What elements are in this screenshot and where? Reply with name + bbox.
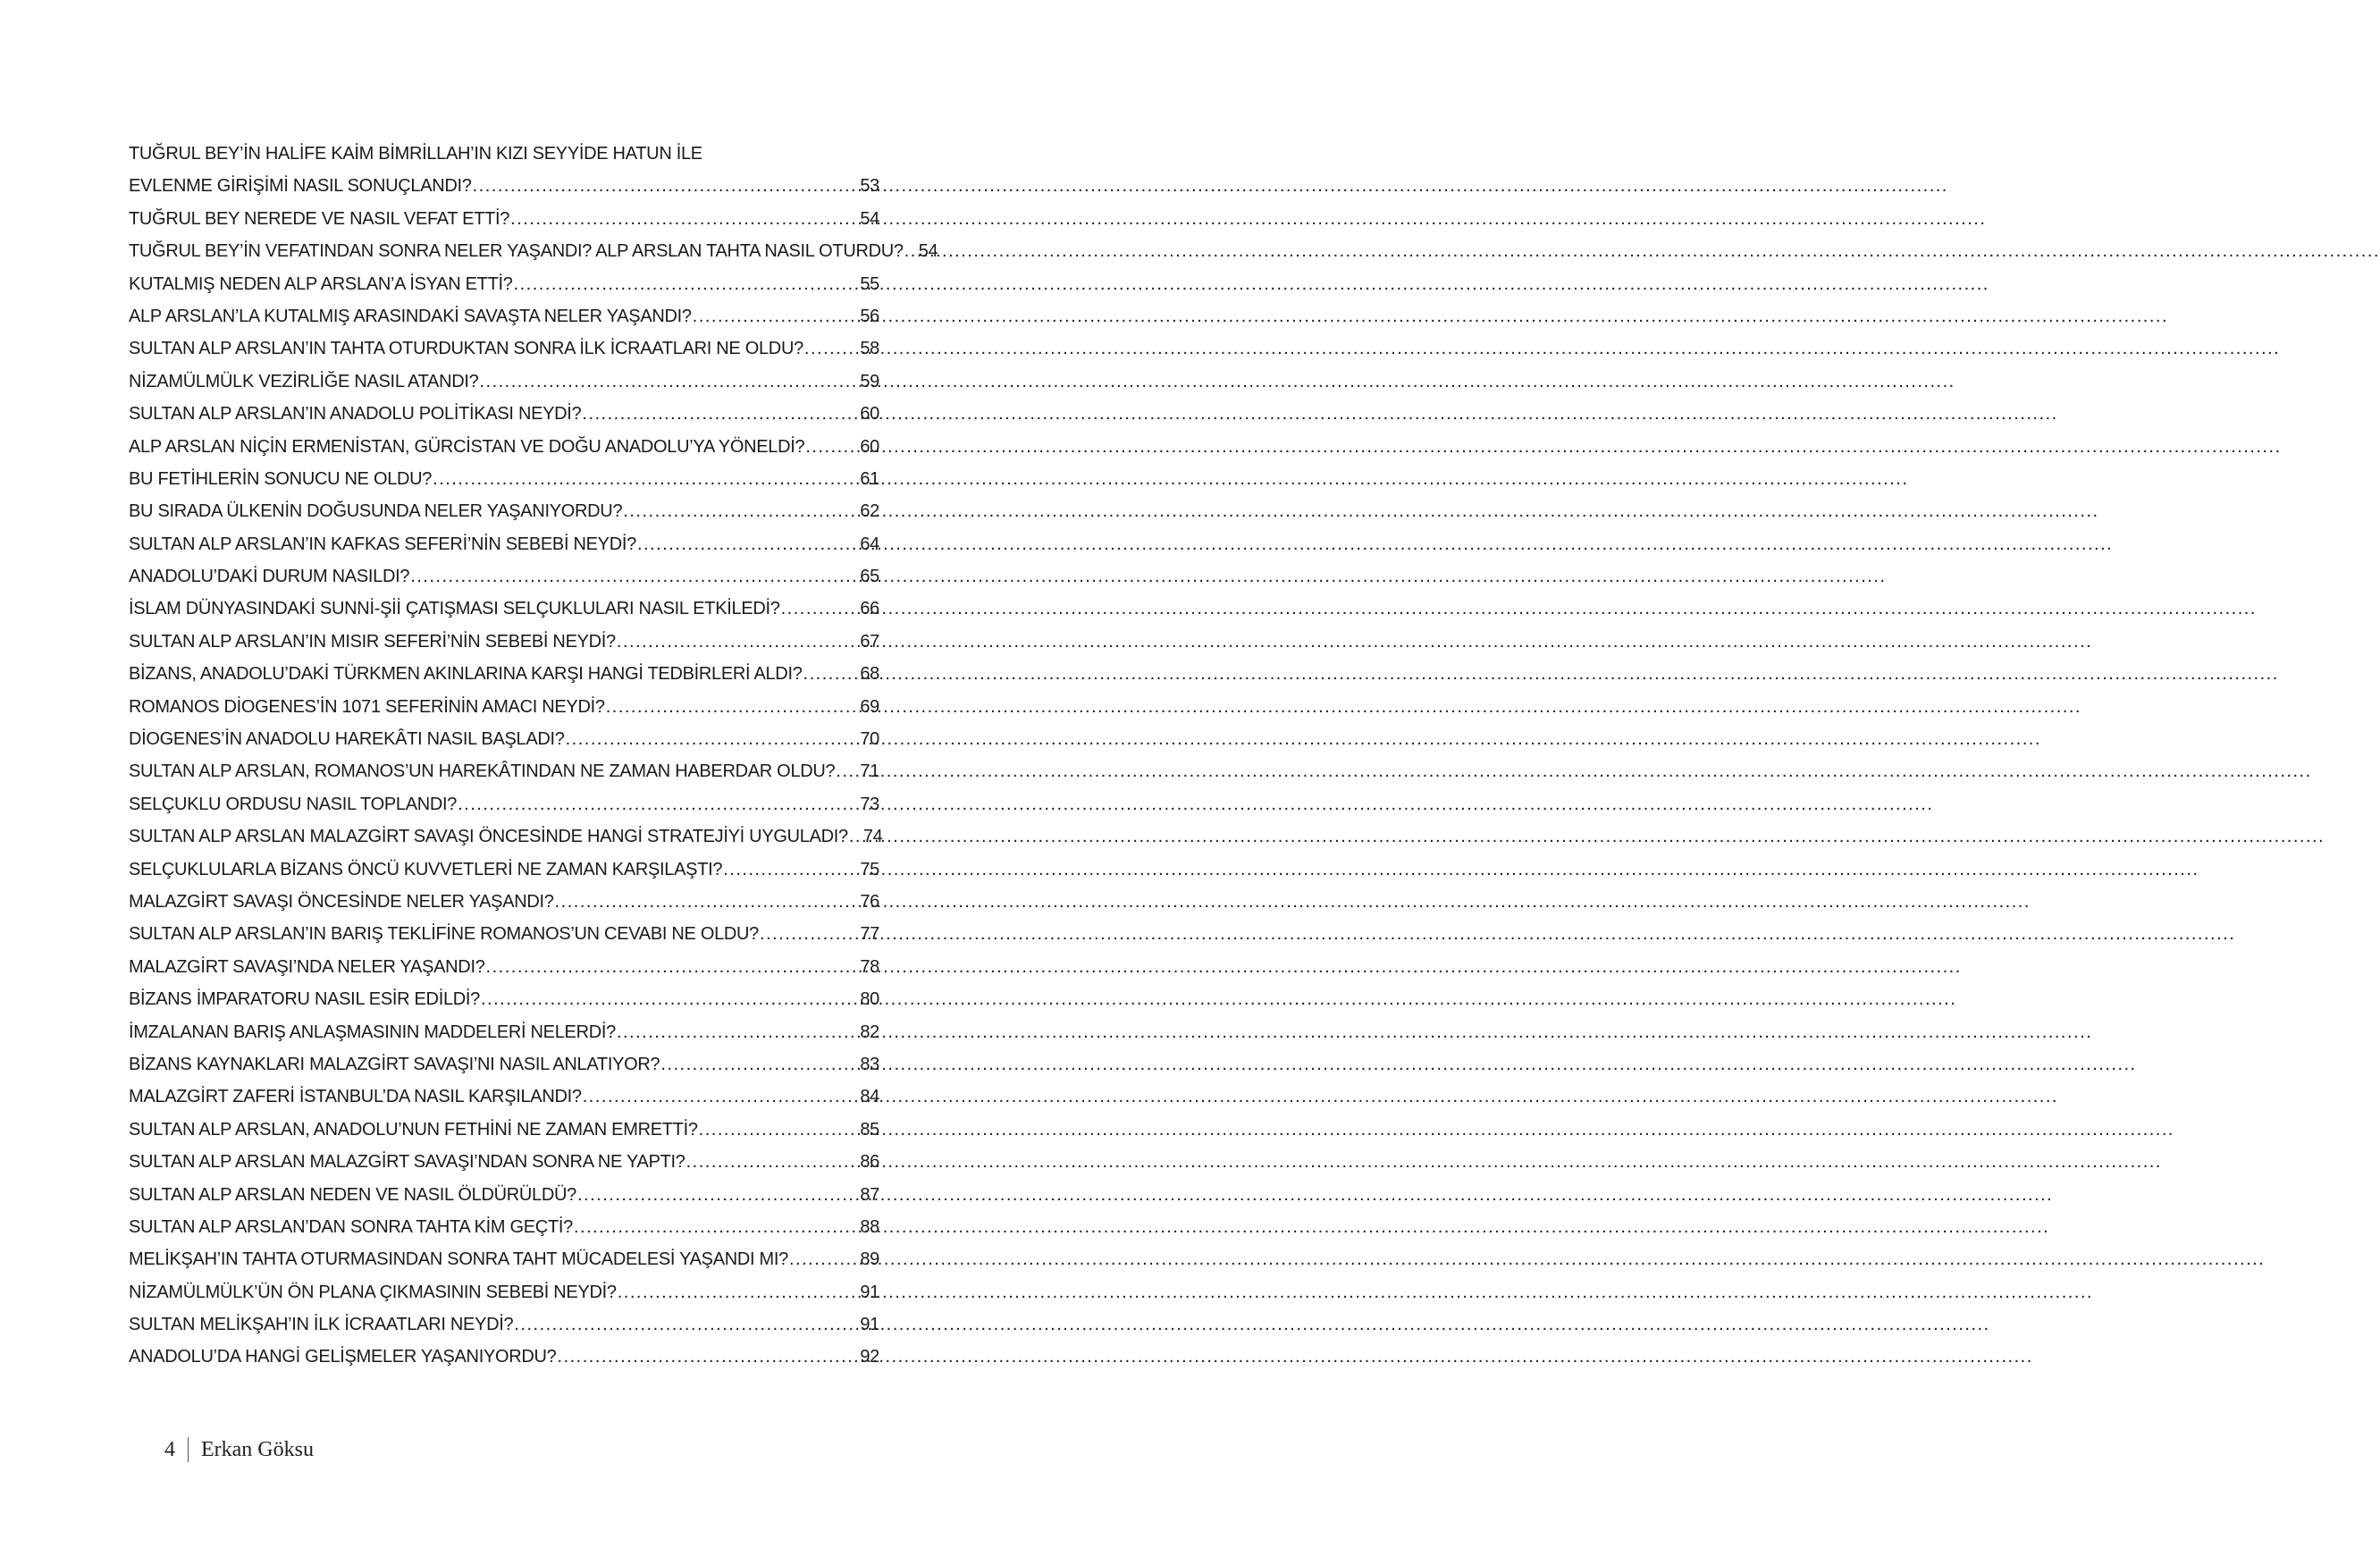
toc-entry	[129, 1243, 879, 1275]
toc-leader-dots	[660, 1048, 854, 1081]
toc-entry	[129, 691, 879, 723]
toc-entry	[129, 820, 883, 853]
toc-entry-page: 91	[860, 1315, 879, 1335]
toc-entry-page: 59	[860, 371, 879, 391]
toc-leader-dots	[623, 495, 854, 527]
toc-leader-dots	[582, 398, 854, 430]
toc-leader-dots	[723, 854, 854, 886]
toc-entry-page: 88	[860, 1216, 879, 1237]
toc-entry-title: BİZANS İMPARATORU NASIL ESİR EDİLDİ?	[129, 989, 480, 1010]
toc-entry	[129, 755, 879, 787]
toc-entry-page: 60	[860, 436, 879, 457]
toc-entry-title: SULTAN ALP ARSLAN NEDEN VE NASIL ÖLDÜRÜLDÜ?	[129, 1184, 576, 1205]
toc-entry-title: EVLENME GİRİŞİMİ NASIL SONUÇLANDI?	[129, 176, 472, 197]
toc-entry	[129, 788, 879, 820]
toc-entry-page: 84	[860, 1087, 879, 1107]
toc-entry-page: 71	[860, 761, 879, 782]
toc-entry	[129, 593, 879, 625]
toc-leader-dots	[849, 820, 858, 853]
toc-leader-dots	[583, 1081, 855, 1113]
toc-entry-title: SULTAN ALP ARSLAN’DAN SONRA TAHTA KİM GEÇTİ?	[129, 1216, 573, 1237]
toc-entry-title: MALAZGİRT ZAFERİ İSTANBUL’DA NASIL KARŞILANDI?	[129, 1087, 582, 1107]
toc-leader-dots	[514, 268, 855, 300]
toc-entry-page: 58	[860, 339, 879, 359]
toc-leader-dots	[514, 1308, 854, 1341]
toc-leader-dots	[481, 983, 854, 1015]
toc-entry-page: 65	[860, 567, 879, 587]
toc-entry-title: SULTAN ALP ARSLAN’IN ANADOLU POLİTİKASI NEYDİ?	[129, 404, 582, 425]
toc-entry-page: 76	[860, 891, 879, 912]
table-of-contents	[129, 138, 938, 1374]
toc-leader-dots	[781, 593, 855, 625]
toc-entry	[129, 1179, 879, 1211]
toc-leader-dots	[566, 723, 855, 755]
toc-entry-page: 54	[918, 241, 938, 262]
toc-leader-dots	[577, 1179, 854, 1211]
toc-entry-page: 87	[860, 1184, 879, 1205]
toc-entry-title: SELÇUKLULARLA BİZANS ÖNCÜ KUVVETLERİ NE ZAMAN KARŞILAŞTI?	[129, 859, 723, 879]
toc-leader-dots	[693, 300, 855, 332]
toc-entry-page: 83	[860, 1054, 879, 1074]
toc-entry	[129, 366, 879, 398]
toc-entry	[129, 332, 879, 365]
toc-entry-page: 62	[860, 501, 879, 522]
toc-leader-dots	[789, 1243, 854, 1275]
toc-entry-page: 69	[860, 696, 879, 717]
toc-entry-title: İSLAM DÜNYASINDAKİ SUNNİ-Şİİ ÇATIŞMASI SELÇUKLULARI NASIL ETKİLEDİ?	[129, 599, 780, 619]
toc-entry-title: NİZAMÜLMÜLK VEZİRLİĞE NASIL ATANDI?	[129, 371, 479, 391]
toc-entry	[129, 1146, 879, 1178]
toc-entry	[129, 1308, 879, 1341]
toc-entry	[129, 626, 879, 658]
toc-entry-page: 74	[862, 827, 883, 847]
toc-entry	[129, 951, 879, 983]
toc-entry-title: ANADOLU’DAKİ DURUM NASILDI?	[129, 567, 410, 587]
toc-leader-dots	[486, 951, 855, 983]
footer-divider	[188, 1437, 189, 1462]
footer-page-number: 4	[164, 1437, 175, 1461]
toc-entry-title: DİOGENES’İN ANADOLU HAREKÂTI NASIL BAŞLADI?	[129, 729, 565, 750]
toc-entry	[129, 983, 879, 1015]
toc-leader-dots	[637, 528, 854, 560]
toc-leader-dots	[574, 1211, 854, 1243]
toc-leader-dots	[760, 918, 854, 950]
toc-leader-dots	[804, 332, 854, 365]
toc-entry-title: ANADOLU’DA HANGİ GELİŞMELER YAŞANIYORDU?	[129, 1347, 557, 1367]
toc-entry-title: SULTAN ALP ARSLAN, ROMANOS’UN HAREKÂTINDAN NE ZAMAN HABERDAR OLDU?	[129, 761, 836, 782]
toc-leader-dots	[606, 691, 855, 723]
toc-entry-title: NİZAMÜLMÜLK’ÜN ÖN PLANA ÇIKMASININ SEBEBİ NEYDİ?	[129, 1282, 617, 1302]
toc-entry-page: 55	[860, 273, 879, 294]
toc-entry-title: SULTAN ALP ARSLAN’IN TAHTA OTURDUKTAN SONRA İLK İCRAATLARI NE OLDU?	[129, 339, 803, 359]
toc-entry-page: 91	[860, 1282, 879, 1302]
toc-leader-dots	[473, 170, 855, 202]
toc-entry-title: TUĞRUL BEY’İN HALİFE KAİM BİMRİLLAH’IN KIZI SEYYİDE HATUN İLE	[129, 144, 702, 164]
toc-entry-page: 60	[860, 404, 879, 425]
toc-leader-dots	[558, 1341, 855, 1373]
toc-entry-title: SULTAN ALP ARSLAN’IN KAFKAS SEFERİ’NİN SEBEBİ NEYDİ?	[129, 534, 636, 554]
toc-entry-page: 61	[860, 468, 879, 489]
toc-leader-dots	[410, 560, 854, 593]
toc-entry-title: BİZANS KAYNAKLARI MALAZGİRT SAVAŞI’NI NASIL ANLATIYOR?	[129, 1054, 660, 1074]
toc-entry-page: 67	[860, 631, 879, 652]
toc-entry-page: 92	[860, 1347, 879, 1367]
toc-entry	[129, 1016, 879, 1048]
toc-entry	[129, 1341, 879, 1373]
toc-entry-title: ALP ARSLAN’LA KUTALMIŞ ARASINDAKİ SAVAŞTA NELER YAŞANDI?	[129, 306, 692, 326]
toc-entry-page: 73	[860, 794, 879, 814]
toc-entry	[129, 528, 879, 560]
toc-entry-page: 85	[860, 1119, 879, 1140]
toc-entry-page: 70	[860, 729, 879, 750]
toc-entry-title: SULTAN ALP ARSLAN’IN BARIŞ TEKLİFİNE ROMANOS’UN CEVABI NE OLDU?	[129, 924, 760, 945]
toc-entry	[129, 300, 879, 332]
toc-entry-title: ALP ARSLAN NİÇİN ERMENİSTAN, GÜRCİSTAN VE DOĞU ANADOLU’YA YÖNELDİ?	[129, 436, 805, 457]
toc-leader-dots	[617, 1016, 854, 1048]
toc-entry-title: BU SIRADA ÜLKENİN DOĞUSUNDA NELER YAŞANIYORDU?	[129, 501, 623, 522]
toc-entry-page: 75	[860, 859, 879, 879]
toc-leader-dots	[433, 463, 854, 495]
toc-leader-dots	[836, 755, 854, 787]
toc-entry	[129, 431, 879, 463]
toc-entry	[129, 1276, 879, 1308]
toc-entry-title: MALAZGİRT SAVAŞI’NDA NELER YAŞANDI?	[129, 956, 485, 977]
toc-entry-title: ROMANOS DİOGENES’İN 1071 SEFERİNİN AMACI NEYDİ?	[129, 696, 605, 717]
toc-leader-dots	[555, 886, 855, 918]
toc-entry-title: İMZALANAN BARIŞ ANLAŞMASININ MADDELERİ NELERDİ?	[129, 1022, 616, 1042]
toc-leader-dots	[904, 235, 913, 267]
toc-entry	[129, 1114, 879, 1146]
toc-entry-title: SELÇUKLU ORDUSU NASIL TOPLANDI?	[129, 794, 458, 814]
toc-leader-dots	[686, 1146, 855, 1178]
toc-entry	[129, 268, 879, 300]
toc-leader-dots	[805, 431, 854, 463]
toc-entry	[129, 886, 879, 918]
footer-author: Erkan Göksu	[201, 1437, 314, 1461]
toc-entry	[129, 1048, 879, 1081]
toc-entry-title: SULTAN ALP ARSLAN MALAZGİRT SAVAŞI’NDAN SONRA NE YAPTI?	[129, 1152, 685, 1173]
toc-entry-page: 53	[860, 176, 879, 197]
toc-entry	[129, 560, 879, 593]
toc-entry-page: 54	[860, 208, 879, 229]
toc-entry-title: SULTAN ALP ARSLAN’IN MISIR SEFERİ’NİN SEBEBİ NEYDİ?	[129, 631, 616, 652]
toc-entry	[129, 170, 879, 202]
toc-entry	[129, 235, 938, 267]
page-footer	[164, 1437, 314, 1462]
toc-entry-title: SULTAN ALP ARSLAN MALAZGİRT SAVAŞI ÖNCESİNDE HANGİ STRATEJİYİ UYGULADI?	[129, 827, 848, 847]
toc-entry-title: BİZANS, ANADOLU’DAKİ TÜRKMEN AKINLARINA KARŞI HANGİ TEDBİRLERİ ALDI?	[129, 664, 803, 685]
toc-entry	[129, 918, 879, 950]
toc-leader-dots	[618, 1276, 855, 1308]
toc-leader-dots	[699, 1114, 855, 1146]
toc-entry	[129, 463, 879, 495]
toc-entry-title: MELİKŞAH’IN TAHTA OTURMASINDAN SONRA TAHT MÜCADELESİ YAŞANDI MI?	[129, 1249, 788, 1270]
toc-entry	[129, 138, 879, 170]
toc-leader-dots	[510, 203, 854, 235]
toc-entry	[129, 495, 879, 527]
toc-entry-page: 66	[860, 599, 879, 619]
toc-entry	[129, 1081, 879, 1113]
toc-entry-title: KUTALMIŞ NEDEN ALP ARSLAN’A İSYAN ETTİ?	[129, 273, 513, 294]
toc-entry-title: SULTAN ALP ARSLAN, ANADOLU’NUN FETHİNİ NE ZAMAN EMRETTİ?	[129, 1119, 698, 1140]
toc-entry-page: 68	[860, 664, 879, 685]
toc-entry-title: BU FETİHLERİN SONUCU NE OLDU?	[129, 468, 433, 489]
toc-entry-page: 56	[860, 306, 879, 326]
toc-entry-title: TUĞRUL BEY’İN VEFATINDAN SONRA NELER YAŞANDI? ALP ARSLAN TAHTA NASIL OTURDU?	[129, 241, 904, 262]
toc-leader-dots	[479, 366, 854, 398]
toc-entry-title: TUĞRUL BEY NEREDE VE NASIL VEFAT ETTİ?	[129, 208, 510, 229]
toc-entry-page: 82	[860, 1022, 879, 1042]
toc-entry-title: MALAZGİRT SAVAŞI ÖNCESİNDE NELER YAŞANDI?	[129, 891, 554, 912]
toc-leader-dots	[617, 626, 854, 658]
toc-entry-page: 64	[860, 534, 879, 554]
toc-entry	[129, 723, 879, 755]
toc-entry	[129, 1211, 879, 1243]
toc-leader-dots	[458, 788, 854, 820]
toc-entry-page: 86	[860, 1152, 879, 1173]
toc-entry-page: 77	[860, 924, 879, 945]
toc-entry	[129, 398, 879, 430]
toc-entry	[129, 854, 879, 886]
toc-leader-dots	[803, 658, 855, 690]
toc-entry	[129, 203, 879, 235]
toc-entry-title: SULTAN MELİKŞAH’IN İLK İCRAATLARI NEYDİ?	[129, 1315, 514, 1335]
toc-entry-page: 80	[860, 989, 879, 1010]
toc-entry	[129, 658, 879, 690]
toc-entry-page: 78	[860, 956, 879, 977]
toc-entry-page: 89	[860, 1249, 879, 1270]
